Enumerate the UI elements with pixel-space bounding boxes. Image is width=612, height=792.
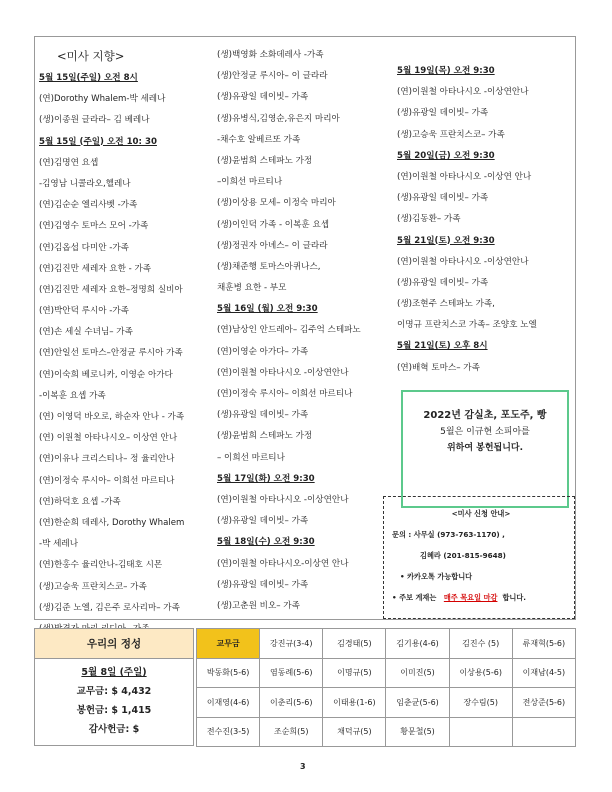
contributor-cell: 이명규(5) xyxy=(323,658,386,688)
intention-line: (생)유병식,김영순,유은지 마리아 xyxy=(217,113,340,124)
flowers-dedication-box xyxy=(401,390,569,508)
intention-line: (연)이원철 아타나시오 -이상연안나 xyxy=(397,256,529,267)
deadline-suffix: 합니다. xyxy=(502,593,527,602)
intention-line: (생)백영화 소화데레사 -가족 xyxy=(217,50,324,60)
contributors-label: 교무금 xyxy=(197,629,260,659)
contributor-cell: 김진수 (5) xyxy=(449,629,512,659)
dedication-line-2: 위하여 봉헌됩니다. xyxy=(446,443,524,453)
dedication-line: 5월은 이규현 소피아를 xyxy=(440,427,530,437)
intention-line: (연)박안덕 루시아 -가족 xyxy=(39,306,129,317)
mass-time-header: 5월 19일(목) 오전 9:30 xyxy=(397,66,495,76)
mass-time-header: 5월 16일 (월) 오전 9:30 xyxy=(217,304,318,315)
mass-time-header: 5월 20일(금) 오전 9:30 xyxy=(397,150,495,161)
intention-line: (연)김진만 세레자 요한 - 가족 xyxy=(39,263,152,274)
column-2-list xyxy=(217,45,397,617)
intention-line: (연)이정숙 루시아– 이희선 마르티나 xyxy=(39,475,175,486)
intention-line: (연) 이원철 아타나시오– 이상연 안나 xyxy=(39,433,178,444)
intention-line: -채수호 알베르또 가족 xyxy=(217,134,301,145)
contributor-cell xyxy=(512,717,575,747)
section-title: <미사 지향> xyxy=(57,49,125,63)
intention-line: (연)이정숙 루시아– 이희선 마르티나 xyxy=(217,389,353,399)
contributor-cell: 전상준(5-6) xyxy=(512,688,575,718)
contributors-row xyxy=(197,688,576,718)
contributor-cell: 임춘균(5-6) xyxy=(386,688,449,718)
offering-thanks: 감사헌금: $ xyxy=(88,724,140,735)
intention-line: (연) 이영덕 바오로, 하순자 안나 - 가족 xyxy=(39,412,185,422)
mass-time-header: 5월 18일(수) 오전 9:30 xyxy=(217,537,315,548)
request-office: 문의 : 사무실 (973-763-1170) , xyxy=(392,530,505,539)
intention-line: (연)이원철 아타나시오 -이상연 안나 xyxy=(397,171,532,182)
mass-time-header: 5월 21일(토) 오전 9:30 xyxy=(397,235,495,246)
intention-line: (생)이종원 글라라– 김 베레나 xyxy=(39,115,150,126)
deadline-prefix: • 주보 게재는 xyxy=(392,593,437,602)
contributor-cell: 이상용(5-6) xyxy=(449,658,512,688)
contributor-cell: 이춘리(5-6) xyxy=(260,688,323,718)
intention-line: (연)김옵섭 다미안 -가족 xyxy=(39,242,129,253)
request-deadline xyxy=(392,587,570,608)
intention-line: (연)이원철 아타나시오 -이상연안나 xyxy=(397,87,529,98)
intention-line: (생)고춘원 비오– 가족 xyxy=(217,600,300,611)
offering-section xyxy=(34,628,576,746)
intention-line: 채훈병 요한 - 부모 xyxy=(217,283,287,294)
contributor-cell: 강진규(3-4) xyxy=(260,629,323,659)
contributor-cell: 전수진(3-5) xyxy=(197,717,260,747)
intention-line: (연)김순순 엘리사벳 -가족 xyxy=(39,200,138,211)
intention-line: (생)유광일 데이빗– 가족 xyxy=(397,108,489,119)
intention-line: (연)이원철 아타나시오 -이상연안나 xyxy=(217,367,349,378)
intention-line: (생)유광일 데이빗– 가족 xyxy=(397,277,489,288)
contributor-cell: 이재남(4-5) xyxy=(512,658,575,688)
intention-line: (연)남상인 안드레아– 김주억 스테파노 xyxy=(217,325,361,336)
intention-line: (연)이숙희 베로니카, 이영순 아가다 xyxy=(39,369,173,380)
intention-line: -박 세레나 xyxy=(39,539,79,550)
contributor-cell: 황문철(5) xyxy=(386,717,449,747)
contributors-row xyxy=(197,629,576,659)
intention-line: (연)이영순 아가다– 가족 xyxy=(217,346,309,357)
offering-title: 우리의 정성 xyxy=(35,629,193,659)
intention-line: -이복훈 요셉 가족 xyxy=(39,390,106,401)
intention-line: (생)유광일 데이빗– 가족 xyxy=(397,193,489,204)
intention-line: (생)김동환– 가족 xyxy=(397,214,461,225)
contributor-cell: 박동화(5-6) xyxy=(197,658,260,688)
intention-line: (생)유광일 데이빗– 가족 xyxy=(217,579,309,590)
request-contact: 김혜라 (201-815-9648) xyxy=(420,551,506,560)
intention-line: (연)안일선 토마스–안정균 루시아 가족 xyxy=(39,348,183,359)
intention-line: (연)이원철 아타나시오 -이상연안나 xyxy=(217,494,349,505)
column-3-list xyxy=(397,61,575,379)
offering-date: 5월 8일 (주일) xyxy=(81,667,147,678)
intention-line: (생)김준 노엘, 김은주 로사리마– 가족 xyxy=(39,602,180,613)
intention-line: (연)이유나 크리스티나– 정 율리안나 xyxy=(39,454,175,465)
contributor-cell: 염동례(5-6) xyxy=(260,658,323,688)
mass-time-header: 5월 15일 (주일) 오전 10: 30 xyxy=(39,136,157,147)
intention-line: (연)배혁 토마스– 가족 xyxy=(397,362,480,373)
contributor-cell: 장수림(5) xyxy=(449,688,512,718)
intention-line: (생)윤범희 스테파노 가정 xyxy=(217,431,313,442)
intention-line: (연)Dorothy Whalem-박 세레나 xyxy=(39,94,166,105)
mass-request-box xyxy=(383,496,575,619)
column-1-list xyxy=(39,68,215,640)
intention-line: (연)김명연 요셉 xyxy=(39,157,99,168)
intention-line: (생)유광일 데이빗– 가족 xyxy=(217,516,309,527)
intention-line: (연)한순희 데레사, Dorothy Whalem xyxy=(39,517,185,528)
mass-intentions-panel xyxy=(34,36,576,620)
mass-time-header: 5월 17일(화) 오전 9:30 xyxy=(217,473,315,484)
intentions-column-1 xyxy=(39,45,215,640)
intention-line: (생)고승욱 프란치스코– 가족 xyxy=(39,581,147,592)
contributor-cell: 채덕규(5) xyxy=(323,717,386,747)
intention-line: (연)한홍수 율리안나-김태호 시몬 xyxy=(39,560,163,571)
intention-line: (연)손 세실 수녀님– 가족 xyxy=(39,327,133,338)
offering-collection: 교무금: $ 4,432 xyxy=(76,686,152,697)
intention-line: (생)유광일 데이빗– 가족 xyxy=(217,410,309,421)
contributor-cell: 조순희(5) xyxy=(260,717,323,747)
request-title: <미사 신청 안내> xyxy=(451,509,511,518)
intention-line: (생)유광일 데이빗– 가족 xyxy=(217,92,309,103)
intentions-column-2 xyxy=(217,45,397,617)
contributor-cell: 이미진(5) xyxy=(386,658,449,688)
intention-line: – 이희선 마르티나 xyxy=(217,452,285,463)
intention-line: (연)김영수 토마스 모어 -가족 xyxy=(39,221,149,232)
intention-line: –이희선 마르티나 xyxy=(217,177,283,188)
intention-line: -김영남 니콜라오,헬레나 xyxy=(39,178,131,189)
dedication-title: 2022년 감실초, 포도주, 빵 xyxy=(423,410,547,421)
intention-line: (연)이원철 아타나시오-이상연 안나 xyxy=(217,558,349,569)
intention-line: (생)윤범희 스테파노 가정 xyxy=(217,155,313,166)
contributor-cell: 이재영(4-6) xyxy=(197,688,260,718)
contributor-cell: 김기용(4-6) xyxy=(386,629,449,659)
offering-summary xyxy=(34,628,194,746)
contributors-row xyxy=(197,658,576,688)
contributor-cell xyxy=(449,717,512,747)
contributors-table xyxy=(196,628,576,747)
intention-line: (연)김진만 세레자 요한–정명희 실비아 xyxy=(39,284,183,295)
contributor-cell: 류재혁(5-6) xyxy=(512,629,575,659)
contributor-cell: 김경태(5) xyxy=(323,629,386,659)
deadline-highlight: 매주 목요일 마감 xyxy=(443,593,498,602)
intention-line: (생)안정균 루시아– 이 글라라 xyxy=(217,71,328,82)
contributor-cell: 이태용(1-6) xyxy=(323,688,386,718)
intention-line: (연)하덕호 요셉 -가족 xyxy=(39,496,121,507)
request-kakao: • 카카오톡 가능합니다 xyxy=(400,572,473,581)
mass-time-header: 5월 21일(토) 오후 8시 xyxy=(397,341,488,352)
contributors-row xyxy=(197,717,576,747)
intention-line: (생)조현주 스테파노 가족, xyxy=(397,299,495,310)
page-number: 3 xyxy=(300,762,306,771)
intention-line: (생)고승욱 프란치스코– 가족 xyxy=(397,129,505,140)
mass-time-header: 5월 15일(주일) 오전 8시 xyxy=(39,73,138,83)
offering-offertory: 봉헌금: $ 1,415 xyxy=(76,705,152,716)
intention-line: 이명규 프란치스코 가족– 조양호 노엘 xyxy=(397,320,537,331)
intention-line: (생)이인덕 가족 - 이복훈 요셉 xyxy=(217,219,330,230)
intention-line: (생)정권자 아녜스– 이 글라라 xyxy=(217,240,328,251)
intention-line: (생)채준행 토마스아퀴나스, xyxy=(217,261,321,272)
intention-line: (생)이상용 모세– 이정숙 마리아 xyxy=(217,198,336,209)
intentions-column-3 xyxy=(397,61,575,379)
